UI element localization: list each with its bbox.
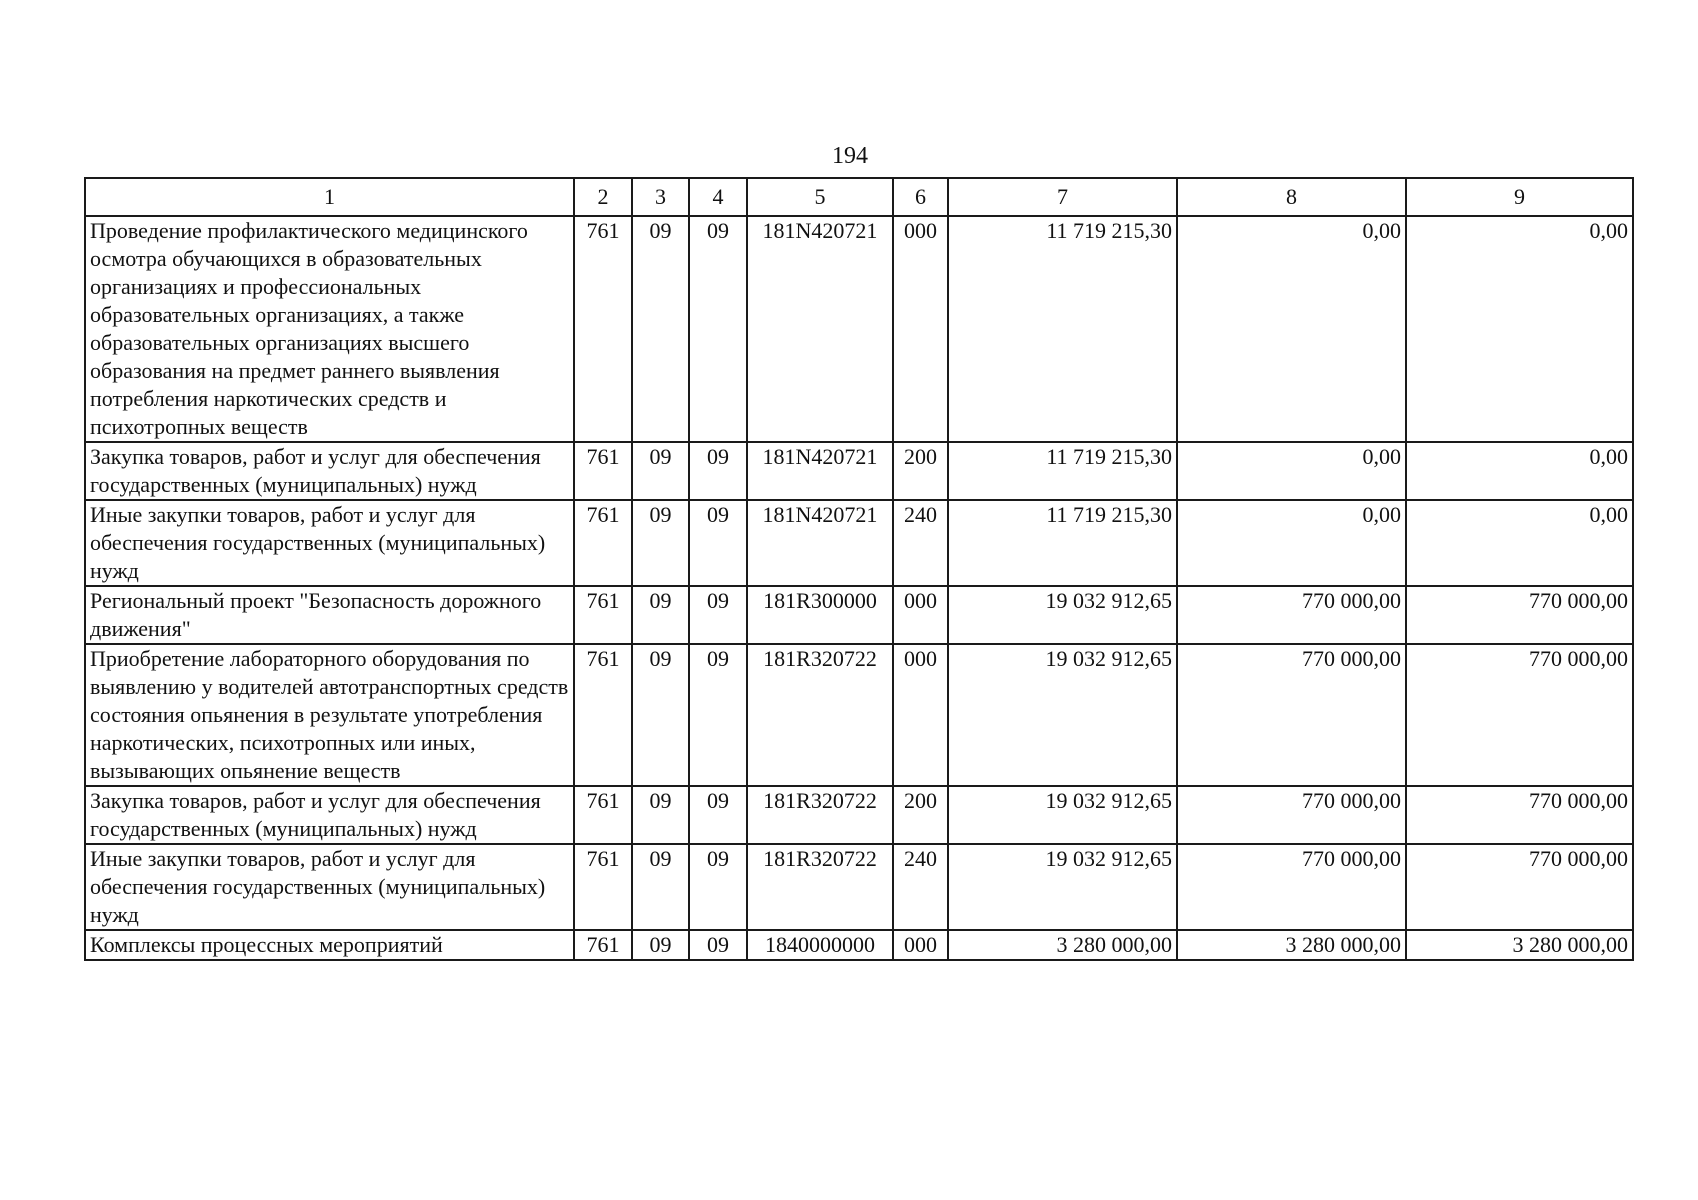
column-header: 6	[893, 178, 948, 216]
column-header: 1	[85, 178, 574, 216]
subsection-code-cell: 09	[689, 442, 747, 500]
amount-col7-cell: 11 719 215,30	[948, 216, 1177, 442]
section-code-cell: 09	[632, 844, 689, 930]
table-row	[85, 844, 1633, 930]
column-header: 2	[574, 178, 632, 216]
column-header: 4	[689, 178, 747, 216]
target-article-cell: 181R320722	[747, 844, 893, 930]
expense-type-cell: 240	[893, 500, 948, 586]
table-header-row	[85, 178, 1633, 216]
target-article-cell: 181R320722	[747, 644, 893, 786]
target-article-cell: 181R320722	[747, 786, 893, 844]
row-name-cell: Проведение профилактического медицинского осмотра обучающихся в образовательных организациях и профессиональных образовательных организациях, а также образовательных организациях высшего образования на предмет раннего выявления потребления наркотических средств и психотропных веществ	[85, 216, 574, 442]
expense-type-cell: 000	[893, 216, 948, 442]
column-header: 8	[1177, 178, 1406, 216]
target-article-cell: 1840000000	[747, 930, 893, 960]
subsection-code-cell: 09	[689, 844, 747, 930]
amount-col7-cell: 11 719 215,30	[948, 442, 1177, 500]
table-row	[85, 930, 1633, 960]
section-code-cell: 09	[632, 644, 689, 786]
subsection-code-cell: 09	[689, 786, 747, 844]
section-code-cell: 09	[632, 930, 689, 960]
section-code-cell: 09	[632, 586, 689, 644]
amount-col8-cell: 770 000,00	[1177, 786, 1406, 844]
target-article-cell: 181N420721	[747, 216, 893, 442]
expense-type-cell: 000	[893, 586, 948, 644]
ministry-code-cell: 761	[574, 216, 632, 442]
ministry-code-cell: 761	[574, 586, 632, 644]
page-number: 194	[832, 143, 868, 169]
ministry-code-cell: 761	[574, 786, 632, 844]
subsection-code-cell: 09	[689, 930, 747, 960]
table-row	[85, 586, 1633, 644]
section-code-cell: 09	[632, 500, 689, 586]
budget-table	[84, 177, 1634, 961]
section-code-cell: 09	[632, 786, 689, 844]
amount-col8-cell: 770 000,00	[1177, 586, 1406, 644]
expense-type-cell: 240	[893, 844, 948, 930]
column-header: 3	[632, 178, 689, 216]
ministry-code-cell: 761	[574, 644, 632, 786]
row-name-cell: Комплексы процессных мероприятий	[85, 930, 574, 960]
section-code-cell: 09	[632, 442, 689, 500]
table-row	[85, 500, 1633, 586]
amount-col9-cell: 0,00	[1406, 500, 1633, 586]
amount-col7-cell: 11 719 215,30	[948, 500, 1177, 586]
amount-col7-cell: 19 032 912,65	[948, 644, 1177, 786]
table-row	[85, 644, 1633, 786]
amount-col8-cell: 0,00	[1177, 216, 1406, 442]
target-article-cell: 181R300000	[747, 586, 893, 644]
subsection-code-cell: 09	[689, 586, 747, 644]
expense-type-cell: 000	[893, 644, 948, 786]
column-header: 9	[1406, 178, 1633, 216]
table-row	[85, 216, 1633, 442]
amount-col9-cell: 3 280 000,00	[1406, 930, 1633, 960]
amount-col7-cell: 3 280 000,00	[948, 930, 1177, 960]
amount-col9-cell: 0,00	[1406, 442, 1633, 500]
amount-col8-cell: 770 000,00	[1177, 844, 1406, 930]
row-name-cell: Приобретение лабораторного оборудования по выявлению у водителей автотранспортных средств состояния опьянения в результате употребления наркотических, психотропных или иных, вызывающих опьянение веществ	[85, 644, 574, 786]
subsection-code-cell: 09	[689, 644, 747, 786]
table-row	[85, 786, 1633, 844]
amount-col8-cell: 0,00	[1177, 442, 1406, 500]
ministry-code-cell: 761	[574, 442, 632, 500]
target-article-cell: 181N420721	[747, 500, 893, 586]
column-header: 5	[747, 178, 893, 216]
ministry-code-cell: 761	[574, 500, 632, 586]
expense-type-cell: 200	[893, 786, 948, 844]
row-name-cell: Закупка товаров, работ и услуг для обеспечения государственных (муниципальных) нужд	[85, 786, 574, 844]
amount-col8-cell: 0,00	[1177, 500, 1406, 586]
row-name-cell: Иные закупки товаров, работ и услуг для обеспечения государственных (муниципальных) нужд	[85, 500, 574, 586]
amount-col7-cell: 19 032 912,65	[948, 844, 1177, 930]
subsection-code-cell: 09	[689, 216, 747, 442]
expense-type-cell: 200	[893, 442, 948, 500]
amount-col9-cell: 770 000,00	[1406, 844, 1633, 930]
row-name-cell: Региональный проект "Безопасность дорожного движения"	[85, 586, 574, 644]
amount-col9-cell: 0,00	[1406, 216, 1633, 442]
row-name-cell: Закупка товаров, работ и услуг для обеспечения государственных (муниципальных) нужд	[85, 442, 574, 500]
subsection-code-cell: 09	[689, 500, 747, 586]
expense-type-cell: 000	[893, 930, 948, 960]
table-row	[85, 442, 1633, 500]
amount-col7-cell: 19 032 912,65	[948, 786, 1177, 844]
amount-col9-cell: 770 000,00	[1406, 586, 1633, 644]
amount-col8-cell: 3 280 000,00	[1177, 930, 1406, 960]
ministry-code-cell: 761	[574, 930, 632, 960]
ministry-code-cell: 761	[574, 844, 632, 930]
amount-col9-cell: 770 000,00	[1406, 786, 1633, 844]
amount-col8-cell: 770 000,00	[1177, 644, 1406, 786]
row-name-cell: Иные закупки товаров, работ и услуг для обеспечения государственных (муниципальных) нужд	[85, 844, 574, 930]
amount-col7-cell: 19 032 912,65	[948, 586, 1177, 644]
amount-col9-cell: 770 000,00	[1406, 644, 1633, 786]
section-code-cell: 09	[632, 216, 689, 442]
target-article-cell: 181N420721	[747, 442, 893, 500]
column-header: 7	[948, 178, 1177, 216]
